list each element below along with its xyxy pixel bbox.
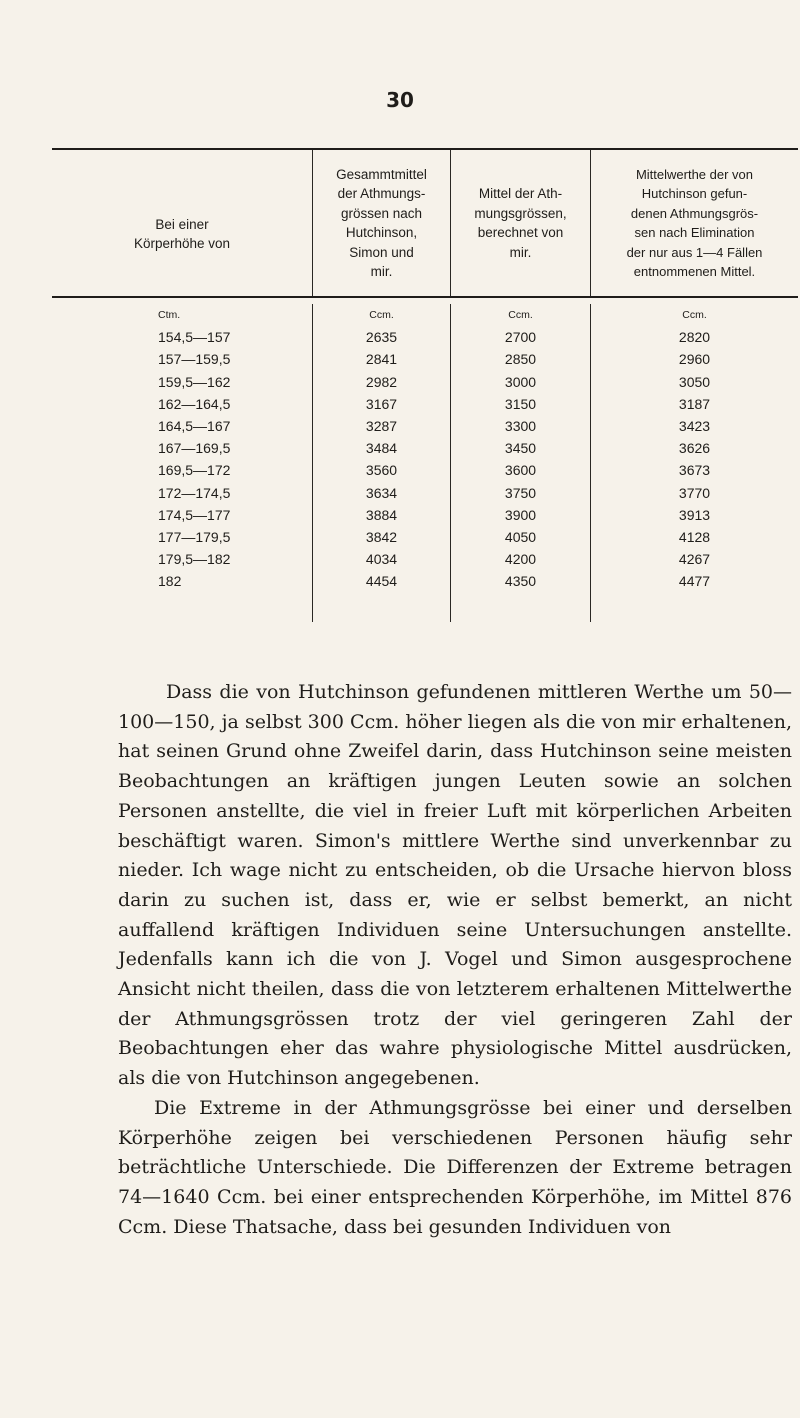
table-cell: 3287 (312, 415, 450, 437)
table-cell: 3000 (450, 371, 590, 393)
table-cell: 2820 (590, 326, 798, 348)
table-cell: 3150 (450, 393, 590, 415)
table-cell: 179,5—182 (158, 551, 231, 568)
table-cell: 162—164,5 (158, 395, 231, 412)
table-cell: 4454 (312, 570, 450, 592)
table-cell: 182 (158, 573, 182, 590)
table-row (52, 415, 798, 437)
table-cell: 3050 (590, 371, 798, 393)
units-row (52, 304, 798, 326)
table-cell: 172—174,5 (158, 484, 231, 501)
table-cell: 3900 (450, 504, 590, 526)
unit-cell: Ccm. (590, 304, 798, 326)
table-cell: 2982 (312, 371, 450, 393)
unit-cell: Ctm. (158, 309, 181, 321)
paragraph: Die Extreme in der Athmungsgrösse bei einer und derselben Körperhöhe zeigen bei verschiedenen Personen häufig sehr beträchtliche Unterschiede. Die Differenzen der Extreme betragen 74—1640 Ccm. bei einer entsprechenden Körperhöhe, im Mittel 876 Ccm. Diese Thatsache, dass bei gesunden Individuen von (118, 1096, 792, 1238)
header-koerperhoehe: Bei einer Körperhöhe von (133, 216, 231, 251)
table-row (52, 526, 798, 548)
table-cell: 2960 (590, 348, 798, 370)
table-cell: 3626 (590, 437, 798, 459)
data-table (52, 148, 798, 622)
table-cell: 3450 (450, 437, 590, 459)
table-row (52, 326, 798, 348)
table-cell: 2635 (312, 326, 450, 348)
table-row (52, 459, 798, 481)
table-row (52, 371, 798, 393)
table-cell: 4034 (312, 548, 450, 570)
table-cell: 177—179,5 (158, 528, 231, 545)
table-cell: 4477 (590, 570, 798, 592)
header-gesammtmittel: Gesammtmittel der Athmungs- grössen nach Hutchinson, Simon und mir. (312, 150, 450, 296)
table-cell: 2841 (312, 348, 450, 370)
table-cell: 169,5—172 (158, 462, 231, 479)
unit-cell: Ccm. (312, 304, 450, 326)
page-number: 30 (386, 88, 414, 112)
table-cell: 4128 (590, 526, 798, 548)
table-cell: 3884 (312, 504, 450, 526)
table-cell: 4267 (590, 548, 798, 570)
table-cell: 2850 (450, 348, 590, 370)
table-cell: 157—159,5 (158, 351, 231, 368)
body-text (118, 678, 792, 1242)
table-cell: 4200 (450, 548, 590, 570)
table-cell: 159,5—162 (158, 373, 231, 390)
table-row (52, 437, 798, 459)
table-cell: 3167 (312, 393, 450, 415)
table-cell: 3484 (312, 437, 450, 459)
table-cell: 3600 (450, 459, 590, 481)
table-cell: 3842 (312, 526, 450, 548)
paragraph: Dass die von Hutchinson gefundenen mittleren Werthe um 50—100—150, ja selbst 300 Ccm. höher liegen als die von mir erhaltenen, hat seinen Grund ohne Zweifel darin, dass Hutchinson seine meisten Beobachtungen an kräftigen jungen Leuten sowie an solchen Personen anstellte, die viel in freier Luft mit körperlichen Arbeiten beschäftigt waren. Simon's mittlere Werthe sind unverkennbar zu nieder. Ich wage nicht zu entscheiden, ob die Ursache hiervon bloss darin zu suchen ist, dass er, wie er selbst bemerkt, an nicht auffallend kräftigen Individuen seine Untersuchungen anstellte. Jedenfalls kann ich die von J. Vogel und Simon ausgesprochene Ansicht nicht theilen, dass die von letzterem erhaltenen Mittelwerthe der Athmungsgrössen trotz der viel geringeren Zahl der Beobachtungen eher das wahre physiologische Mittel ausdrücken, als die von Hutchinson angegebenen. (118, 681, 792, 1090)
table-header-row (52, 150, 798, 296)
table-cell: 4350 (450, 570, 590, 592)
table-cell: 3634 (312, 482, 450, 504)
table-cell: 174,5—177 (158, 506, 231, 523)
unit-cell: Ccm. (450, 304, 590, 326)
table-cell: 3560 (312, 459, 450, 481)
table-cell: 154,5—157 (158, 329, 231, 346)
table-cell: 3187 (590, 393, 798, 415)
table-cell: 3423 (590, 415, 798, 437)
table-row (52, 482, 798, 504)
table-cell: 164,5—167 (158, 417, 231, 434)
table-cell: 167—169,5 (158, 440, 231, 457)
table-cell: 3300 (450, 415, 590, 437)
table-row (52, 504, 798, 526)
table-cell: 3673 (590, 459, 798, 481)
header-mittel-berechnet: Mittel der Ath- mungsgrössen, berechnet von mir. (450, 150, 590, 296)
table-row (52, 548, 798, 570)
table-row (52, 393, 798, 415)
header-mittelwerthe-hutchinson: Mittelwerthe der von Hutchinson gefun- denen Athmungsgrös- sen nach Elimination der nur aus 1—4 Fällen entnommenen Mittel. (590, 150, 798, 296)
table-cell: 3750 (450, 482, 590, 504)
table-cell: 3770 (590, 482, 798, 504)
table-row (52, 570, 798, 592)
table-tail (52, 592, 798, 622)
table-cell: 4050 (450, 526, 590, 548)
table-body (52, 298, 798, 592)
table-row (52, 348, 798, 370)
table-cell: 2700 (450, 326, 590, 348)
table-cell: 3913 (590, 504, 798, 526)
